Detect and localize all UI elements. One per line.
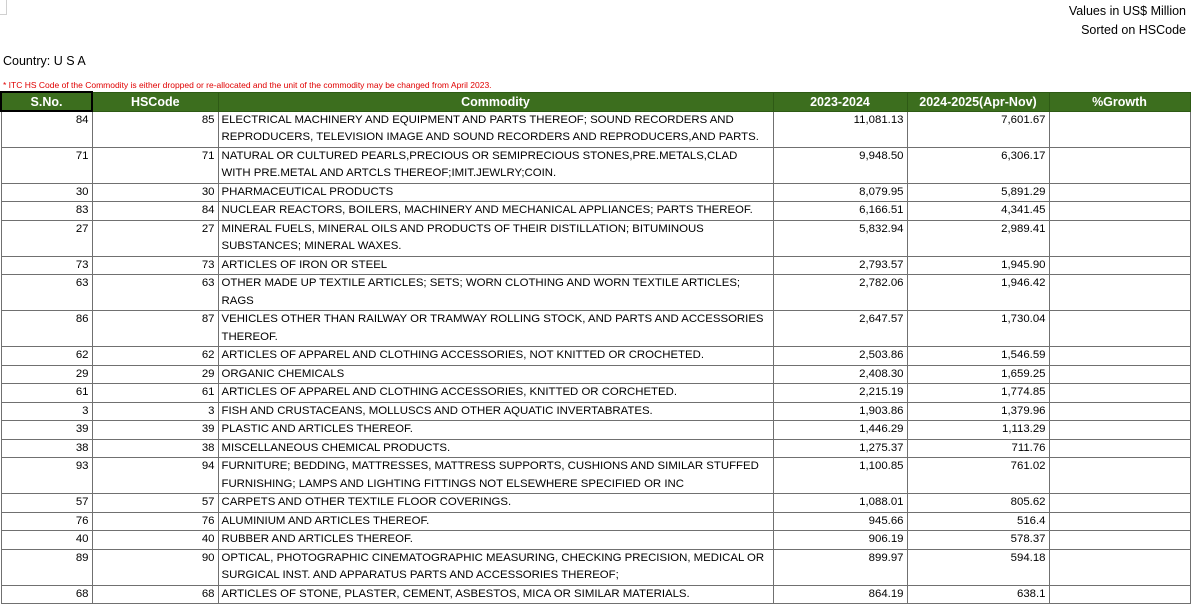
cell-2024-2025[interactable]: 1,730.04 bbox=[907, 311, 1049, 347]
cell-2023-2024[interactable]: 2,793.57 bbox=[773, 256, 907, 275]
cell-growth[interactable] bbox=[1049, 111, 1190, 147]
table-row bbox=[1, 549, 1190, 585]
cell-growth[interactable] bbox=[1049, 183, 1190, 202]
cell-commodity[interactable]: ARTICLES OF APPAREL AND CLOTHING ACCESSORIES, NOT KNITTED OR CROCHETED. bbox=[218, 347, 773, 366]
table-row bbox=[1, 183, 1190, 202]
cell-hscode[interactable]: 29 bbox=[92, 365, 218, 384]
cell-2024-2025[interactable]: 1,379.96 bbox=[907, 402, 1049, 421]
cell-2024-2025[interactable]: 1,113.29 bbox=[907, 421, 1049, 440]
cell-sno[interactable]: 89 bbox=[1, 549, 92, 585]
cell-sno[interactable]: 3 bbox=[1, 402, 92, 421]
cell-sno[interactable]: 39 bbox=[1, 421, 92, 440]
cell-commodity[interactable]: MISCELLANEOUS CHEMICAL PRODUCTS. bbox=[218, 439, 773, 458]
cell-sno[interactable]: 29 bbox=[1, 365, 92, 384]
sheet-corner-cell[interactable] bbox=[0, 0, 7, 15]
cell-sno[interactable]: 73 bbox=[1, 256, 92, 275]
values-unit-label: Values in US$ Million bbox=[1068, 4, 1186, 18]
table-row bbox=[1, 494, 1190, 513]
table-row bbox=[1, 439, 1190, 458]
cell-growth[interactable] bbox=[1049, 256, 1190, 275]
cell-sno[interactable]: 63 bbox=[1, 275, 92, 311]
table-row bbox=[1, 111, 1190, 147]
cell-2024-2025[interactable]: 1,945.90 bbox=[907, 256, 1049, 275]
cell-hscode[interactable]: 85 bbox=[92, 111, 218, 147]
cell-hscode[interactable]: 30 bbox=[92, 183, 218, 202]
cell-hscode[interactable]: 76 bbox=[92, 512, 218, 531]
cell-sno[interactable]: 57 bbox=[1, 494, 92, 513]
table-row bbox=[1, 531, 1190, 550]
cell-sno[interactable]: 38 bbox=[1, 439, 92, 458]
cell-2024-2025[interactable]: 1,546.59 bbox=[907, 347, 1049, 366]
cell-2023-2024[interactable]: 11,081.13 bbox=[773, 111, 907, 147]
cell-2024-2025[interactable]: 638.1 bbox=[907, 585, 1049, 604]
cell-commodity[interactable]: FISH AND CRUSTACEANS, MOLLUSCS AND OTHER AQUATIC INVERTABRATES. bbox=[218, 402, 773, 421]
cell-growth[interactable] bbox=[1049, 347, 1190, 366]
cell-sno[interactable]: 76 bbox=[1, 512, 92, 531]
cell-2023-2024[interactable]: 906.19 bbox=[773, 531, 907, 550]
cell-2024-2025[interactable]: 4,341.45 bbox=[907, 202, 1049, 221]
cell-2023-2024[interactable]: 6,166.51 bbox=[773, 202, 907, 221]
table-row bbox=[1, 365, 1190, 384]
cell-commodity[interactable]: CARPETS AND OTHER TEXTILE FLOOR COVERINGS. bbox=[218, 494, 773, 513]
cell-2024-2025[interactable]: 516.4 bbox=[907, 512, 1049, 531]
cell-commodity[interactable]: ARTICLES OF APPAREL AND CLOTHING ACCESSORIES, KNITTED OR CORCHETED. bbox=[218, 384, 773, 403]
cell-commodity[interactable]: OTHER MADE UP TEXTILE ARTICLES; SETS; WORN CLOTHING AND WORN TEXTILE ARTICLES; RAGS bbox=[218, 275, 773, 311]
cell-2024-2025[interactable]: 1,946.42 bbox=[907, 275, 1049, 311]
table-row bbox=[1, 402, 1190, 421]
cell-commodity[interactable]: PLASTIC AND ARTICLES THEREOF. bbox=[218, 421, 773, 440]
cell-sno[interactable]: 84 bbox=[1, 111, 92, 147]
cell-sno[interactable]: 40 bbox=[1, 531, 92, 550]
cell-hscode[interactable]: 39 bbox=[92, 421, 218, 440]
cell-hscode[interactable]: 27 bbox=[92, 220, 218, 256]
cell-commodity[interactable]: MINERAL FUELS, MINERAL OILS AND PRODUCTS OF THEIR DISTILLATION; BITUMINOUS SUBSTANCES; MINERAL WAXES. bbox=[218, 220, 773, 256]
cell-hscode[interactable]: 71 bbox=[92, 147, 218, 183]
cell-growth[interactable] bbox=[1049, 512, 1190, 531]
cell-2023-2024[interactable]: 5,832.94 bbox=[773, 220, 907, 256]
cell-2023-2024[interactable]: 2,408.30 bbox=[773, 365, 907, 384]
cell-hscode[interactable]: 90 bbox=[92, 549, 218, 585]
col-header-commodity[interactable]: Commodity bbox=[218, 92, 773, 111]
cell-2023-2024[interactable]: 1,088.01 bbox=[773, 494, 907, 513]
cell-growth[interactable] bbox=[1049, 585, 1190, 604]
cell-2024-2025[interactable]: 1,774.85 bbox=[907, 384, 1049, 403]
cell-growth[interactable] bbox=[1049, 439, 1190, 458]
cell-2024-2025[interactable]: 2,989.41 bbox=[907, 220, 1049, 256]
cell-hscode[interactable]: 63 bbox=[92, 275, 218, 311]
cell-hscode[interactable]: 57 bbox=[92, 494, 218, 513]
col-header-growth[interactable]: %Growth bbox=[1049, 92, 1190, 111]
cell-hscode[interactable]: 38 bbox=[92, 439, 218, 458]
cell-2023-2024[interactable]: 899.97 bbox=[773, 549, 907, 585]
cell-hscode[interactable]: 62 bbox=[92, 347, 218, 366]
cell-2023-2024[interactable]: 1,275.37 bbox=[773, 439, 907, 458]
table-row bbox=[1, 220, 1190, 256]
cell-2023-2024[interactable]: 945.66 bbox=[773, 512, 907, 531]
cell-hscode[interactable]: 94 bbox=[92, 458, 218, 494]
cell-2024-2025[interactable]: 761.02 bbox=[907, 458, 1049, 494]
cell-sno[interactable]: 93 bbox=[1, 458, 92, 494]
cell-2023-2024[interactable]: 864.19 bbox=[773, 585, 907, 604]
cell-commodity[interactable]: PHARMACEUTICAL PRODUCTS bbox=[218, 183, 773, 202]
country-label: Country: U S A bbox=[3, 54, 86, 68]
cell-commodity[interactable]: ORGANIC CHEMICALS bbox=[218, 365, 773, 384]
cell-commodity[interactable]: NATURAL OR CULTURED PEARLS,PRECIOUS OR SEMIPRECIOUS STONES,PRE.METALS,CLAD WITH PRE.METAL AND ARTCLS THEREOF;IMIT.JEWLRY;COIN. bbox=[218, 147, 773, 183]
cell-growth[interactable] bbox=[1049, 147, 1190, 183]
cell-2023-2024[interactable]: 1,903.86 bbox=[773, 402, 907, 421]
cell-sno[interactable]: 83 bbox=[1, 202, 92, 221]
table-row bbox=[1, 421, 1190, 440]
cell-sno[interactable]: 68 bbox=[1, 585, 92, 604]
table-row bbox=[1, 347, 1190, 366]
cell-sno[interactable]: 27 bbox=[1, 220, 92, 256]
cell-2023-2024[interactable]: 2,647.57 bbox=[773, 311, 907, 347]
cell-2023-2024[interactable]: 9,948.50 bbox=[773, 147, 907, 183]
cell-sno[interactable]: 30 bbox=[1, 183, 92, 202]
cell-hscode[interactable]: 68 bbox=[92, 585, 218, 604]
cell-2023-2024[interactable]: 8,079.95 bbox=[773, 183, 907, 202]
cell-commodity[interactable]: FURNITURE; BEDDING, MATTRESSES, MATTRESS SUPPORTS, CUSHIONS AND SIMILAR STUFFED FURNISHING; LAMPS AND LIGHTING FITTINGS NOT ELSEWHERE SPECIFIED OR INC bbox=[218, 458, 773, 494]
cell-2024-2025[interactable]: 7,601.67 bbox=[907, 111, 1049, 147]
cell-growth[interactable] bbox=[1049, 365, 1190, 384]
cell-growth[interactable] bbox=[1049, 311, 1190, 347]
col-header-2024-2025[interactable]: 2024-2025(Apr-Nov) bbox=[907, 92, 1049, 111]
cell-hscode[interactable]: 61 bbox=[92, 384, 218, 403]
cell-growth[interactable] bbox=[1049, 402, 1190, 421]
cell-2024-2025[interactable]: 594.18 bbox=[907, 549, 1049, 585]
cell-commodity[interactable]: VEHICLES OTHER THAN RAILWAY OR TRAMWAY ROLLING STOCK, AND PARTS AND ACCESSORIES THEREOF. bbox=[218, 311, 773, 347]
cell-hscode[interactable]: 40 bbox=[92, 531, 218, 550]
cell-growth[interactable] bbox=[1049, 275, 1190, 311]
col-header-sno[interactable]: S.No. bbox=[1, 92, 92, 111]
table-row bbox=[1, 311, 1190, 347]
cell-2023-2024[interactable]: 2,215.19 bbox=[773, 384, 907, 403]
cell-2023-2024[interactable]: 2,503.86 bbox=[773, 347, 907, 366]
cell-growth[interactable] bbox=[1049, 458, 1190, 494]
cell-commodity[interactable]: ARTICLES OF IRON OR STEEL bbox=[218, 256, 773, 275]
table-row bbox=[1, 384, 1190, 403]
cell-growth[interactable] bbox=[1049, 202, 1190, 221]
hs-code-note: * ITC HS Code of the Commodity is either dropped or re-allocated and the unit of the commodity may be changed from April 2023. bbox=[3, 80, 492, 90]
cell-hscode[interactable]: 3 bbox=[92, 402, 218, 421]
cell-growth[interactable] bbox=[1049, 384, 1190, 403]
cell-2024-2025[interactable]: 6,306.17 bbox=[907, 147, 1049, 183]
cell-2024-2025[interactable]: 711.76 bbox=[907, 439, 1049, 458]
table-row bbox=[1, 275, 1190, 311]
meta-right bbox=[1069, 2, 1186, 40]
table-row bbox=[1, 585, 1190, 604]
cell-commodity[interactable]: OPTICAL, PHOTOGRAPHIC CINEMATOGRAPHIC MEASURING, CHECKING PRECISION, MEDICAL OR SURGICAL INST. AND APPARATUS PARTS AND ACCESSORIES THEREOF; bbox=[218, 549, 773, 585]
cell-2023-2024[interactable]: 2,782.06 bbox=[773, 275, 907, 311]
cell-growth[interactable] bbox=[1049, 494, 1190, 513]
cell-commodity[interactable]: NUCLEAR REACTORS, BOILERS, MACHINERY AND MECHANICAL APPLIANCES; PARTS THEREOF. bbox=[218, 202, 773, 221]
table-row bbox=[1, 256, 1190, 275]
table-row bbox=[1, 512, 1190, 531]
cell-growth[interactable] bbox=[1049, 220, 1190, 256]
cell-hscode[interactable]: 73 bbox=[92, 256, 218, 275]
cell-growth[interactable] bbox=[1049, 531, 1190, 550]
col-header-2023-2024[interactable]: 2023-2024 bbox=[773, 92, 907, 111]
cell-sno[interactable]: 62 bbox=[1, 347, 92, 366]
cell-commodity[interactable]: RUBBER AND ARTICLES THEREOF. bbox=[218, 531, 773, 550]
cell-growth[interactable] bbox=[1049, 421, 1190, 440]
cell-2023-2024[interactable]: 1,100.85 bbox=[773, 458, 907, 494]
cell-2024-2025[interactable]: 805.62 bbox=[907, 494, 1049, 513]
table-row bbox=[1, 147, 1190, 183]
cell-sno[interactable]: 61 bbox=[1, 384, 92, 403]
cell-growth[interactable] bbox=[1049, 549, 1190, 585]
cell-2024-2025[interactable]: 578.37 bbox=[907, 531, 1049, 550]
cell-2024-2025[interactable]: 1,659.25 bbox=[907, 365, 1049, 384]
cell-commodity[interactable]: ARTICLES OF STONE, PLASTER, CEMENT, ASBESTOS, MICA OR SIMILAR MATERIALS. bbox=[218, 585, 773, 604]
cell-commodity[interactable]: ELECTRICAL MACHINERY AND EQUIPMENT AND PARTS THEREOF; SOUND RECORDERS AND REPRODUCERS, TELEVISION IMAGE AND SOUND RECORDERS AND REPRODUCERS,AND PARTS. bbox=[218, 111, 773, 147]
col-header-hscode[interactable]: HSCode bbox=[92, 92, 218, 111]
cell-2024-2025[interactable]: 5,891.29 bbox=[907, 183, 1049, 202]
table-header-row bbox=[1, 92, 1190, 111]
table-row bbox=[1, 202, 1190, 221]
commodity-table bbox=[0, 91, 1191, 604]
cell-hscode[interactable]: 84 bbox=[92, 202, 218, 221]
table-row bbox=[1, 458, 1190, 494]
cell-2023-2024[interactable]: 1,446.29 bbox=[773, 421, 907, 440]
cell-commodity[interactable]: ALUMINIUM AND ARTICLES THEREOF. bbox=[218, 512, 773, 531]
sorted-on-label: Sorted on HSCode bbox=[1081, 23, 1186, 37]
cell-hscode[interactable]: 87 bbox=[92, 311, 218, 347]
cell-sno[interactable]: 86 bbox=[1, 311, 92, 347]
cell-sno[interactable]: 71 bbox=[1, 147, 92, 183]
